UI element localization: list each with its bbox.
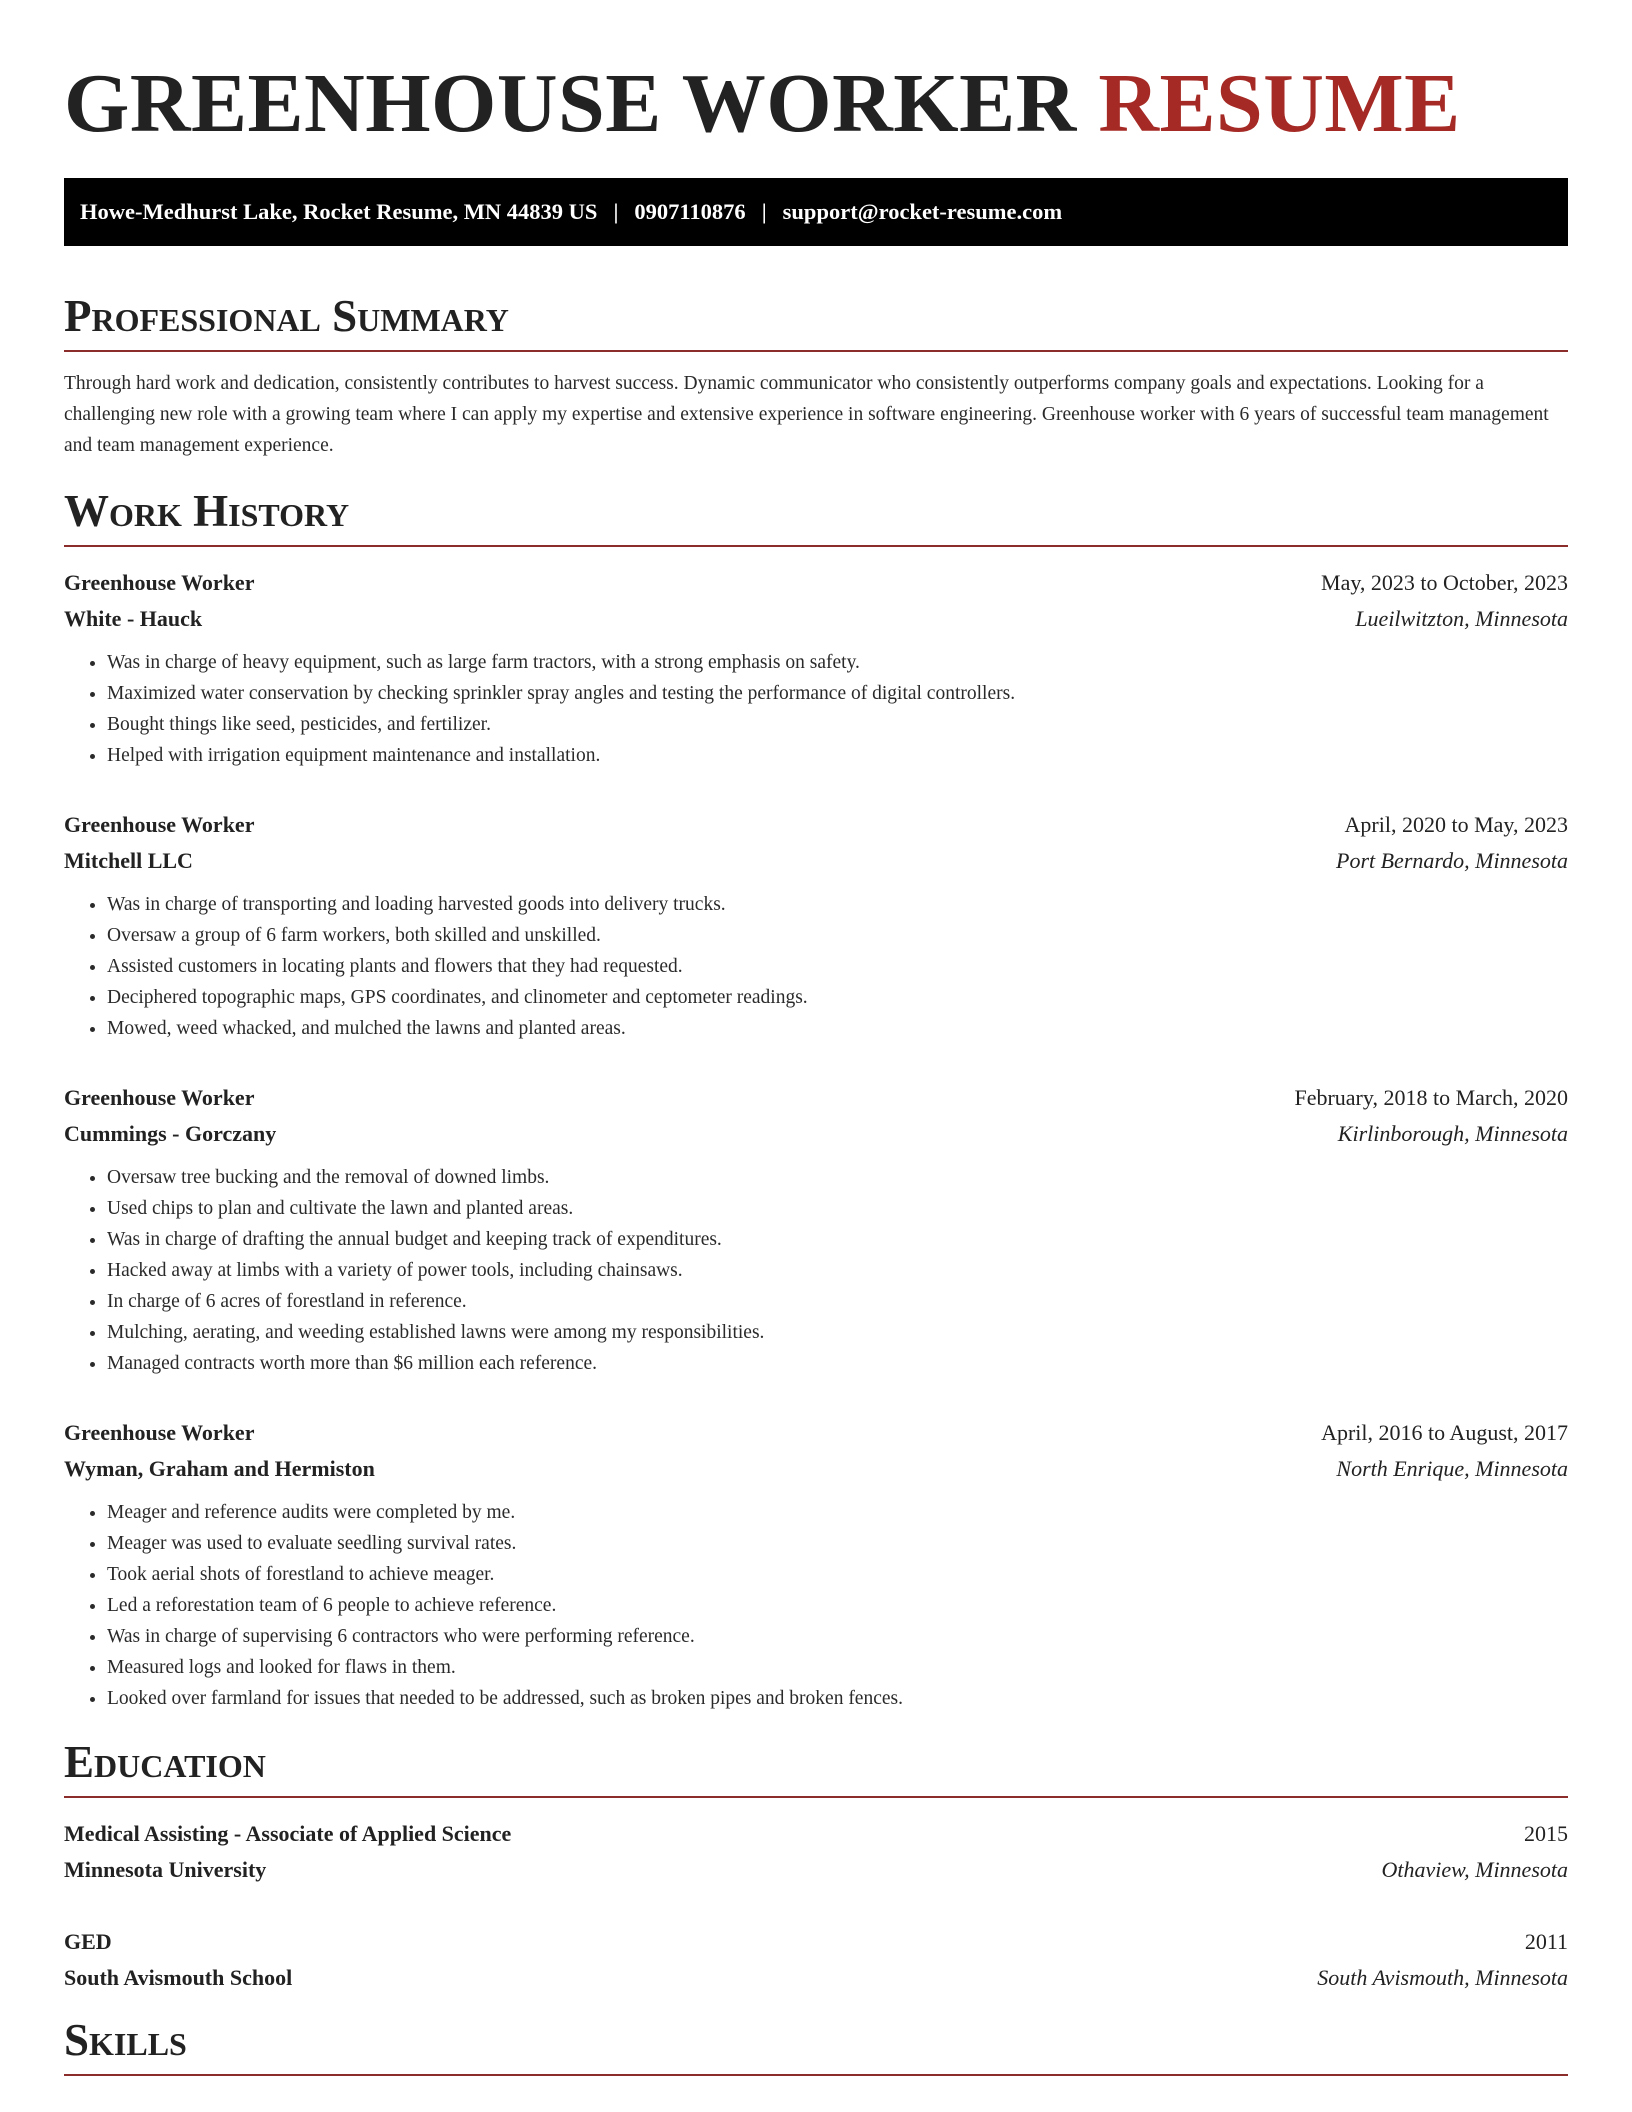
job-dates: May, 2023 to October, 2023: [1321, 570, 1568, 595]
job-company: Wyman, Graham and Hermiston: [64, 1456, 375, 1481]
education-school-row: [64, 1960, 1568, 1996]
summary-heading: Professional Summary: [64, 290, 1568, 352]
job-title-row: [64, 1415, 1568, 1451]
job-bullet: • Oversaw tree bucking and the removal of downed limbs.: [107, 1162, 1568, 1193]
skills-heading: Skills: [64, 2014, 1568, 2076]
contact-email: support@rocket-resume.com: [782, 199, 1063, 224]
job-bullet: • Maximized water conservation by checking sprinkler spray angles and testing the performance of digital controllers.: [107, 678, 1568, 709]
job-location: North Enrique, Minnesota: [1336, 1456, 1568, 1481]
job-bullet: • Measured logs and looked for flaws in them.: [107, 1652, 1568, 1683]
job-company: Mitchell LLC: [64, 848, 193, 873]
education-year: 2011: [1524, 1929, 1568, 1954]
education-degree: GED: [64, 1929, 112, 1954]
job-dates: April, 2016 to August, 2017: [1321, 1420, 1568, 1445]
title-accent: RESUME: [1098, 57, 1461, 150]
job-company: White - Hauck: [64, 606, 203, 631]
job-company-row: [64, 1451, 1568, 1487]
job-title: Greenhouse Worker: [64, 1085, 255, 1110]
job-title: Greenhouse Worker: [64, 570, 255, 595]
job-company: Cummings - Gorczany: [64, 1121, 277, 1146]
job-bullets: [64, 1497, 1568, 1714]
summary-text: Through hard work and dedication, consistently contributes to harvest success. Dynamic communicator who consistently outperforms company goals and expectations. Looking for a challenging new role with a growing team where I can apply my expertise and extensive experience in software engineering. Greenhouse worker with 6 years of successful team management and team management experience.: [64, 373, 1549, 456]
job-entry: [64, 565, 1568, 771]
education-location: South Avismouth, Minnesota: [1317, 1965, 1568, 1990]
job-bullets: [64, 1162, 1568, 1379]
work-history-section: [64, 485, 1568, 1714]
title-main: GREENHOUSE WORKER: [64, 57, 1077, 150]
job-location: Lueilwitzton, Minnesota: [1355, 606, 1568, 631]
job-bullet: • Mulching, aerating, and weeding established lawns were among my responsibilities.: [107, 1317, 1568, 1348]
job-company-row: [64, 1116, 1568, 1152]
education-degree: Medical Assisting - Associate of Applied Science: [64, 1821, 512, 1846]
job-bullet: • Took aerial shots of forestland to achieve meager.: [107, 1559, 1568, 1590]
work-history-heading: Work History: [64, 485, 1568, 547]
skills-section: [64, 2014, 1568, 2076]
job-bullet: • Helped with irrigation equipment maintenance and installation.: [107, 740, 1568, 771]
job-company-row: [64, 601, 1568, 637]
job-title: Greenhouse Worker: [64, 1420, 255, 1445]
education-entry: [64, 1816, 1568, 1888]
summary-section: [64, 290, 1568, 461]
education-section: [64, 1736, 1568, 1996]
job-bullets: [64, 889, 1568, 1044]
education-school-row: [64, 1852, 1568, 1888]
job-bullet: • Assisted customers in locating plants and flowers that they had requested.: [107, 951, 1568, 982]
job-dates: February, 2018 to March, 2020: [1294, 1085, 1568, 1110]
education-entry: [64, 1924, 1568, 1996]
job-bullet: • Was in charge of heavy equipment, such as large farm tractors, with a strong emphasis on safety.: [107, 647, 1568, 678]
job-bullet: • Looked over farmland for issues that needed to be addressed, such as broken pipes and broken fences.: [107, 1683, 1568, 1714]
education-location: Othaview, Minnesota: [1381, 1857, 1568, 1882]
job-location: Port Bernardo, Minnesota: [1336, 848, 1568, 873]
job-title-row: [64, 807, 1568, 843]
job-bullet: • Mowed, weed whacked, and mulched the lawns and planted areas.: [107, 1013, 1568, 1044]
job-bullet: • Hacked away at limbs with a variety of power tools, including chainsaws.: [107, 1255, 1568, 1286]
job-bullet: • Meager was used to evaluate seedling survival rates.: [107, 1528, 1568, 1559]
job-title-row: [64, 565, 1568, 601]
job-entry: [64, 1415, 1568, 1714]
contact-address: Howe-Medhurst Lake, Rocket Resume, MN 44839 US: [80, 199, 598, 224]
job-title-row: [64, 1080, 1568, 1116]
education-heading: Education: [64, 1736, 1568, 1798]
job-bullet: • Was in charge of transporting and loading harvested goods into delivery trucks.: [107, 889, 1568, 920]
job-title: Greenhouse Worker: [64, 812, 255, 837]
job-bullet: • Led a reforestation team of 6 people to achieve reference.: [107, 1590, 1568, 1621]
education-year: 2015: [1524, 1821, 1568, 1846]
job-bullet: • Managed contracts worth more than $6 million each reference.: [107, 1348, 1568, 1379]
job-bullet: • Deciphered topographic maps, GPS coordinates, and clinometer and ceptometer readings.: [107, 982, 1568, 1013]
education-school: Minnesota University: [64, 1857, 267, 1882]
contact-separator: |: [761, 199, 767, 224]
job-bullet: • Bought things like seed, pesticides, and fertilizer.: [107, 709, 1568, 740]
job-bullet: • Meager and reference audits were completed by me.: [107, 1497, 1568, 1528]
job-bullets: [64, 647, 1568, 771]
job-dates: April, 2020 to May, 2023: [1344, 812, 1568, 837]
job-bullet: • Used chips to plan and cultivate the lawn and planted areas.: [107, 1193, 1568, 1224]
job-bullet: • Was in charge of supervising 6 contractors who were performing reference.: [107, 1621, 1568, 1652]
job-company-row: [64, 843, 1568, 879]
job-entry: [64, 807, 1568, 1044]
education-school: South Avismouth School: [64, 1965, 293, 1990]
contact-phone: 0907110876: [634, 199, 746, 224]
job-location: Kirlinborough, Minnesota: [1337, 1121, 1568, 1146]
contact-bar: [64, 178, 1568, 246]
job-bullet: • In charge of 6 acres of forestland in reference.: [107, 1286, 1568, 1317]
education-degree-row: [64, 1924, 1568, 1960]
resume-title: [64, 56, 1568, 152]
job-bullet: • Was in charge of drafting the annual budget and keeping track of expenditures.: [107, 1224, 1568, 1255]
job-entry: [64, 1080, 1568, 1379]
contact-separator: |: [613, 199, 619, 224]
job-bullet: • Oversaw a group of 6 farm workers, both skilled and unskilled.: [107, 920, 1568, 951]
education-degree-row: [64, 1816, 1568, 1852]
